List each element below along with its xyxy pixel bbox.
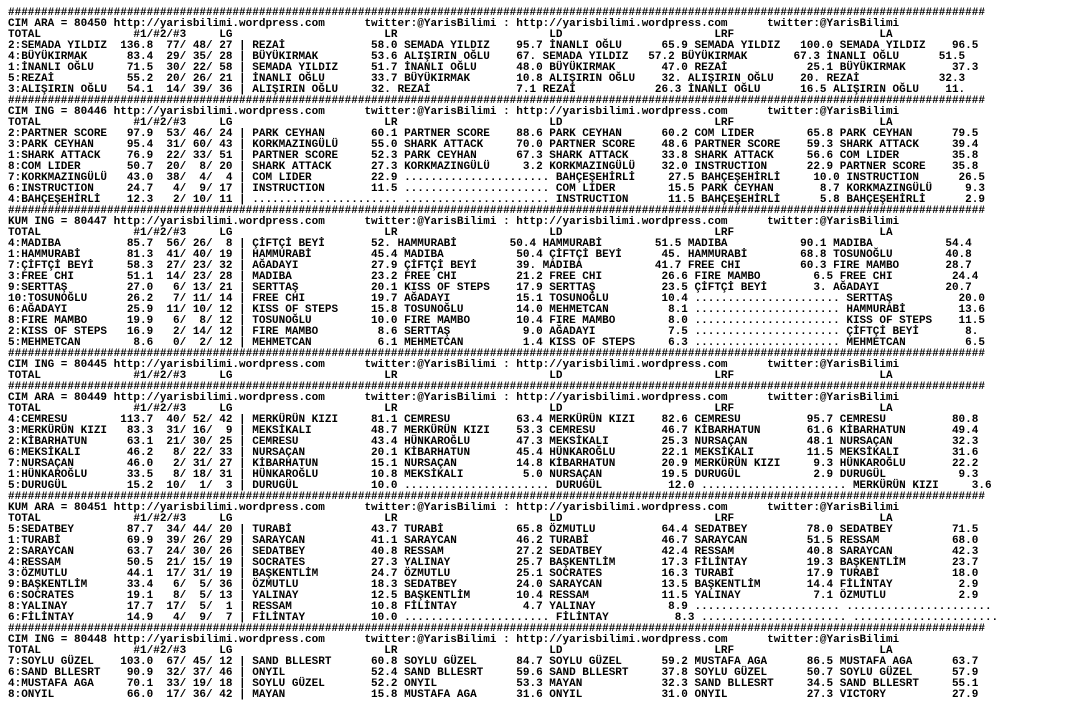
table-row: 2:PARTNER SCORE 97.9 53/ 46/ 24 | PARK CEYHAN 60.1 PARTNER SCORE 88.6 PARK CEYHAN 60.2 COM LIDER 65.8 PARK CEYHAN 79.5 bbox=[8, 128, 979, 140]
table-row: 6:SOCRATES 19.1 8/ 5/ 13 | YALINAY 12.5 BAŞKENTLİM 10.4 RESSAM 11.5 YALINAY 7.1 ÖZMUTLU 2.9 bbox=[8, 590, 979, 602]
race-section bbox=[8, 382, 1069, 492]
separator-line: #################################################################################################################################################### bbox=[8, 381, 985, 393]
table-row: 6:SAND BLLESRT 90.9 32/ 37/ 46 | ONYIL 52.4 SAND BLLESRT 59.6 SAND BLLESRT 37.8 SOYLU GÜZEL 50.7 SOYLU GÜZEL 57.9 bbox=[8, 667, 979, 679]
table-row: 8:COM LIDER 50.7 20/ 8/ 20 | SHARK ATTACK 27.3 KORKMAZINGÜLÜ 3.2 KORKMAZINGÜLÜ 32.0 INSTRUCTION 22.9 PARTNER SCORE 35.8 bbox=[8, 161, 979, 173]
table-row: 3:ALIŞIRIN OĞLU 54.1 14/ 39/ 36 | ALIŞIRIN OĞLU 32. REZAİ 7.1 REZAİ 26.3 İNANLI OĞLU 16.5 ALIŞIRIN OĞLU 11. bbox=[8, 84, 966, 96]
table-row: 4:MADIBA 85.7 56/ 26/ 8 | ÇİFTÇİ BEYİ 52. HAMMURABİ 50.4 HAMMURABİ 51.5 MADIBA 90.1 MADIBA 54.4 bbox=[8, 238, 972, 250]
separator-line: #################################################################################################################################################### bbox=[8, 205, 985, 217]
table-row: 8:YALINAY 17.7 17/ 5/ 1 | RESSAM 10.8 FİLİNTAY 4.7 YALINAY 8.9 ...................... ...................... bbox=[8, 601, 992, 613]
table-row: 6:MEKSİKALI 46.2 8/ 22/ 33 | NURSAÇAN 20.1 KİBARHATUN 45.4 HÜNKAROĞLU 22.1 MEKSİKALI 11.5 MEKSİKALI 31.6 bbox=[8, 447, 979, 459]
table-row: 8:FIRE MAMBO 19.9 6/ 8/ 12 | TOSUNOĞLU 10.0 FIRE MAMBO 10.4 FIRE MAMBO 8.0 ...................... KISS OF STEPS 11.5 bbox=[8, 315, 985, 327]
table-row: 3:PARK CEYHAN 95.4 31/ 60/ 43 | KORKMAZINGÜLÜ 55.0 SHARK ATTACK 70.0 PARTNER SCORE 48.6 PARTNER SCORE 59.3 SHARK ATTACK 39.4 bbox=[8, 139, 979, 151]
table-row: 2:KISS OF STEPS 16.9 2/ 14/ 12 | FIRE MAMBO 8.6 SERTTAŞ 9.0 AĞADAYI 7.5 ...................... ÇİFTÇİ BEYİ 8. bbox=[8, 326, 979, 338]
table-row: 1:HAMMURABİ 81.3 41/ 40/ 19 | HAMMURABİ 45.4 MADIBA 50.4 ÇİFTÇİ BEYİ 45. HAMMURABİ 68.8 TOSUNOĞLU 40.8 bbox=[8, 249, 972, 261]
table-row: 3:ÖZMUTLU 44.1 17/ 31/ 19 | BAŞKENTLİM 24.7 ÖZMUTLU 25.1 SOCRATES 16.3 TURABİ 17.9 TURABİ 18.0 bbox=[8, 568, 979, 580]
table-row: 5:DURUGÜL 15.2 10/ 1/ 3 | DURUGÜL 10.0 ...................... DURUGÜL 12.0 ...................... MERKÜRÜN KIZI 3.6 bbox=[8, 480, 992, 492]
table-row: 4:BAHÇEŞEHİRLİ 12.3 2/ 10/ 11 | ...................... ...................... INSTRUCTION 11.5 BAHÇEŞEHİRLİ 5.8 BAHÇEŞEHİRLİ 2.9 bbox=[8, 194, 985, 206]
table-row: 6:AĞADAYI 25.9 11/ 10/ 12 | KISS OF STEPS 15.8 TOSUNOĞLU 14.0 MEHMETCAN 8.1 ...................... HAMMURABİ 13.6 bbox=[8, 304, 985, 316]
table-row: 2:SEMADA YILDIZ 136.8 77/ 48/ 27 | REZAİ 58.0 SEMADA YILDIZ 95.7 İNANLI OĞLU 65.9 SEMADA YILDIZ 100.0 SEMADA YILDIZ 96.5 bbox=[8, 40, 979, 52]
race-header: CIM ARA = 80449 http://yarisbilimi.wordpress.com twitter:@YarisBilimi : http://yarisbilimi.wordpress.com twitter:@YarisBilimi bbox=[8, 392, 900, 404]
table-row: 2:KİBARHATUN 63.1 21/ 30/ 25 | CEMRESU 43.4 HÜNKAROĞLU 47.3 MEKSİKALI 25.3 NURSAÇAN 48.1 NURSAÇAN 32.3 bbox=[8, 436, 979, 448]
separator-line: #################################################################################################################################################### bbox=[8, 95, 985, 107]
table-row: 7:KORKMAZINGÜLÜ 43.0 38/ 4/ 4 | COM LIDER 22.9 ...................... BAHÇEŞEHİRLİ 27.5 BAHÇEŞEHİRLİ 10.0 INSTRUCTION 26.5 bbox=[8, 172, 985, 184]
race-header: CIM ARA = 80450 http://yarisbilimi.wordpress.com twitter:@YarisBilimi : http://yarisbilimi.wordpress.com twitter:@YarisBilimi bbox=[8, 18, 900, 30]
race-section bbox=[8, 206, 1069, 349]
separator-line: #################################################################################################################################################### bbox=[8, 348, 985, 360]
table-row: 6:FİLİNTAY 14.9 4/ 9/ 7 | FİLİNTAY 10.0 ...................... FİLİNTAY 8.3 ...................... ...................... bbox=[8, 612, 999, 624]
table-row: 9:SERTTAŞ 27.0 6/ 13/ 21 | SERTTAŞ 20.1 KISS OF STEPS 17.9 SERTTAŞ 23.5 ÇİFTÇİ BEYİ 3. AĞADAYI 20.7 bbox=[8, 282, 972, 294]
table-row: 1:TURABİ 69.9 39/ 26/ 29 | SARAYCAN 41.1 SARAYCAN 46.2 TURABİ 46.7 SARAYCAN 51.5 RESSAM 68.0 bbox=[8, 535, 979, 547]
column-header: TOTAL #1/#2/#3 LG LR LD LRF LA bbox=[8, 227, 893, 239]
race-header: CIM ING = 80448 http://yarisbilimi.wordpress.com twitter:@YarisBilimi : http://yarisbilimi.wordpress.com twitter:@YarisBilimi bbox=[8, 634, 900, 646]
table-row: 2:SARAYCAN 63.7 24/ 30/ 26 | SEDATBEY 40.8 RESSAM 27.2 SEDATBEY 42.4 RESSAM 40.8 SARAYCAN 42.3 bbox=[8, 546, 979, 558]
separator-line: #################################################################################################################################################### bbox=[8, 491, 985, 503]
table-row: 4:BÜYÜKIRMAK 83.4 29/ 35/ 28 | BÜYÜKIRMAK 53.6 ALIŞIRIN OĞLU 67. SEMADA YILDIZ 57.2 BÜYÜKIRMAK 67.3 İNANLI OĞLU 51.5 bbox=[8, 51, 966, 63]
separator-line: #################################################################################################################################################### bbox=[8, 7, 985, 19]
race-section bbox=[8, 96, 1069, 206]
table-row: 7:NURSAÇAN 46.0 2/ 31/ 27 | KİBARHATUN 15.1 NURSAÇAN 14.8 KİBARHATUN 20.9 MERKÜRÜN KIZI 9.3 HÜNKAROĞLU 22.2 bbox=[8, 458, 979, 470]
table-row: 1:HÜNKAROĞLU 33.5 8/ 18/ 31 | HÜNKAROĞLU 10.8 MEKSİKALI 5.0 NURSAÇAN 19.5 DURUGÜL 2.9 DURUGÜL 9.3 bbox=[8, 469, 979, 481]
race-section bbox=[8, 624, 1069, 701]
race-header: CIM ING = 80445 http://yarisbilimi.wordpress.com twitter:@YarisBilimi : http://yarisbilimi.wordpress.com twitter:@YarisBilimi bbox=[8, 359, 900, 371]
table-row: 8:ONYIL 66.0 17/ 36/ 42 | MAYAN 15.8 MUSTAFA AGA 31.6 ONYIL 31.0 ONYIL 27.3 VICTORY 27.9 bbox=[8, 689, 979, 701]
table-row: 5:REZAİ 55.2 20/ 26/ 21 | İNANLI OĞLU 33.7 BÜYÜKIRMAK 10.8 ALIŞIRIN OĞLU 32. ALIŞIRIN OĞLU 20. REZAİ 32.3 bbox=[8, 73, 966, 85]
race-header: KUM ING = 80447 http://yarisbilimi.wordpress.com twitter:@YarisBilimi : http://yarisbilimi.wordpress.com twitter:@YarisBilimi bbox=[8, 216, 900, 228]
table-row: 4:RESSAM 50.5 21/ 15/ 19 | SOCRATES 27.3 YALINAY 25.7 BAŞKENTLİM 17.3 FİLİNTAY 19.3 BAŞKENTLİM 23.7 bbox=[8, 557, 979, 569]
table-row: 4:MUSTAFA AGA 70.1 33/ 19/ 18 | SOYLU GÜZEL 52.2 ONYIL 53.3 MAYAN 32.3 SAND BLLESRT 34.5 SAND BLLESRT 55.1 bbox=[8, 678, 979, 690]
table-row: 9:BAŞKENTLİM 33.4 6/ 5/ 36 | ÖZMUTLU 18.3 SEDATBEY 24.0 SARAYCAN 13.5 BAŞKENTLİM 14.4 FİLİNTAY 2.9 bbox=[8, 579, 979, 591]
column-header: TOTAL #1/#2/#3 LG LR LD LRF LA bbox=[8, 513, 893, 525]
table-row: 3:MERKÜRÜN KIZI 83.3 31/ 16/ 9 | MEKSİKALI 48.7 MERKÜRÜN KIZI 53.3 CEMRESU 46.7 KİBARHATUN 61.6 KİBARHATUN 49.4 bbox=[8, 425, 979, 437]
race-section bbox=[8, 349, 1069, 382]
table-row: 3:FREE CHI 51.1 14/ 23/ 28 | MADIBA 23.2 FREE CHI 21.2 FREE CHI 26.6 FIRE MAMBO 6.5 FREE CHI 24.4 bbox=[8, 271, 979, 283]
table-row: 7:ÇİFTÇİ BEYİ 58.3 27/ 23/ 32 | AĞADAYI 27.9 ÇİFTÇİ BEYİ 39. MADIBA 41.7 FREE CHI 60.3 FIRE MAMBO 28.7 bbox=[8, 260, 972, 272]
race-section bbox=[8, 8, 1069, 96]
column-header: TOTAL #1/#2/#3 LG LR LD LRF LA bbox=[8, 645, 893, 657]
race-header: CIM ING = 80446 http://yarisbilimi.wordpress.com twitter:@YarisBilimi : http://yarisbilimi.wordpress.com twitter:@YarisBilimi bbox=[8, 106, 900, 118]
table-row: 5:SEDATBEY 87.7 34/ 44/ 20 | TURABİ 43.7 TURABİ 65.8 ÖZMUTLU 64.4 SEDATBEY 78.0 SEDATBEY 71.5 bbox=[8, 524, 979, 536]
race-section bbox=[8, 492, 1069, 624]
table-row: 1:İNANLI OĞLU 71.5 30/ 22/ 58 | SEMADA YILDIZ 51.7 İNANLI OĞLU 48.0 BÜYÜKIRMAK 47.0 REZAİ 25.1 BÜYÜKIRMAK 37.3 bbox=[8, 62, 979, 74]
table-row: 7:SOYLU GÜZEL 103.0 67/ 45/ 12 | SAND BLLESRT 60.8 SOYLU GÜZEL 84.7 SOYLU GÜZEL 59.2 MUSTAFA AGA 86.5 MUSTAFA AGA 63.7 bbox=[8, 656, 979, 668]
table-row: 5:MEHMETCAN 8.6 0/ 2/ 12 | MEHMETCAN 6.1 MEHMETCAN 1.4 KISS OF STEPS 6.3 ...................... MEHMETCAN 6.5 bbox=[8, 337, 985, 349]
column-header: TOTAL #1/#2/#3 LG LR LD LRF LA bbox=[8, 403, 893, 415]
table-row: 1:SHARK ATTACK 76.9 22/ 33/ 51 | PARTNER SCORE 52.3 PARK CEYHAN 67.3 SHARK ATTACK 33.8 SHARK ATTACK 56.6 COM LIDER 35.8 bbox=[8, 150, 979, 162]
column-header: TOTAL #1/#2/#3 LG LR LD LRF LA bbox=[8, 370, 893, 382]
column-header: TOTAL #1/#2/#3 LG LR LD LRF LA bbox=[8, 29, 893, 41]
table-row: 4:CEMRESU 113.7 40/ 52/ 42 | MERKÜRÜN KIZI 81.1 CEMRESU 63.4 MERKÜRÜN KIZI 82.6 CEMRESU 95.7 CEMRESU 80.8 bbox=[8, 414, 979, 426]
table-row: 6:INSTRUCTION 24.7 4/ 9/ 17 | INSTRUCTION 11.5 ...................... COM LIDER 15.5 PARK CEYHAN 8.7 KORKMAZINGÜLÜ 9.3 bbox=[8, 183, 985, 195]
table-row: 10:TOSUNOĞLU 26.2 7/ 11/ 14 | FREE CHI 19.7 AĞADAYI 15.1 TOSUNOĞLU 10.4 ...................... SERTTAŞ 20.0 bbox=[8, 293, 985, 305]
separator-line: #################################################################################################################################################### bbox=[8, 623, 985, 635]
race-header: KUM ARA = 80451 http://yarisbilimi.wordpress.com twitter:@YarisBilimi : http://yarisbilimi.wordpress.com twitter:@YarisBilimi bbox=[8, 502, 900, 514]
column-header: TOTAL #1/#2/#3 LG LR LD LRF LA bbox=[8, 117, 893, 129]
